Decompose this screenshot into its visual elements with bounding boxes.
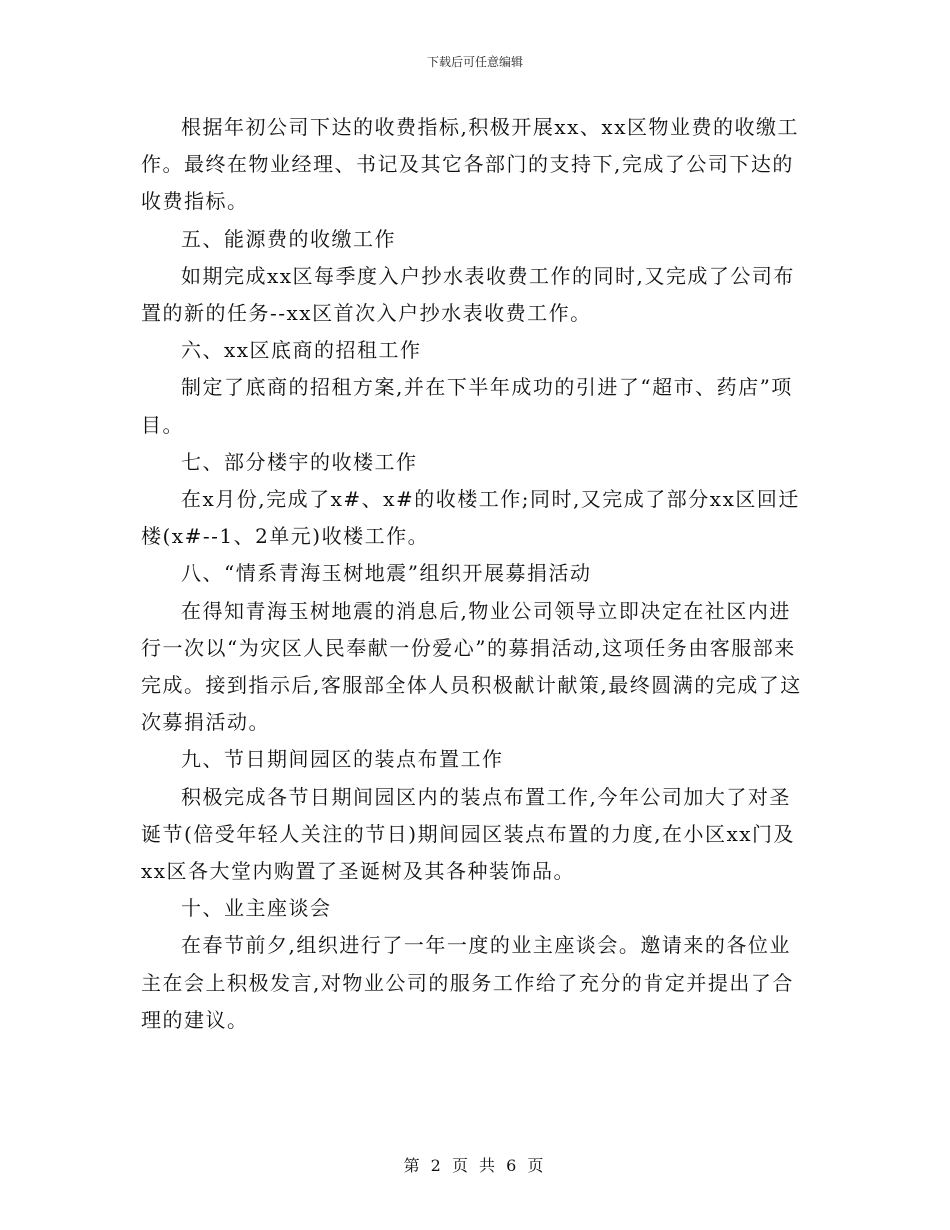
document-body bbox=[141, 109, 809, 1039]
paragraph-shop-leasing: 制定了底商的招租方案,并在下半年成功的引进了“超市、药店”项目。 bbox=[141, 375, 793, 437]
paragraph-energy-fee: 如期完成xx区每季度入户抄水表收费工作的同时,又完成了公司布置的新的任务--xx区首次入户抄水表收费工作。 bbox=[141, 263, 795, 326]
page-header-note: 下载后可任意编辑 bbox=[426, 55, 523, 69]
paragraph-holiday-decoration: 积极完成各节日期间园区内的装点布置工作,今年公司加大了对圣诞节(倍受年轻人关注的节日)期间园区装点布置的力度,在小区xx门及xx区各大堂内购置了圣诞树及其各种装饰品。 bbox=[141, 784, 796, 884]
paragraph-fee-collection: 根据年初公司下达的收费指标,积极开展xx、xx区物业费的收缴工作。最终在物业经理、书记及其它各部门的支持下,完成了公司下达的收费指标。 bbox=[141, 115, 799, 214]
page-number-footer: 第 2 页 共 6 页 bbox=[403, 1156, 547, 1175]
paragraph-donation: 在得知青海玉树地震的消息后,物业公司领导立即决定在社区内进行一次以“为灾区人民奉献一份爱心”的募捐活动,这项任务由客服部来完成。接到指示后,客服部全体人员积极献计献策,最终圆满的完成了这次募捐活动。 bbox=[141, 598, 802, 735]
section-heading-energy-fee: 五、能源费的收缴工作 bbox=[181, 226, 396, 251]
section-heading-donation: 八、“情系青海玉树地震”组织开展募捐活动 bbox=[181, 561, 592, 586]
section-heading-holiday-decoration: 九、节日期间园区的装点布置工作 bbox=[181, 747, 504, 772]
paragraph-building-handover: 在x月份,完成了x#、x#的收楼工作;同时,又完成了部分xx区回迁楼(x#--1、2单元)收楼工作。 bbox=[141, 487, 800, 549]
paragraph-owner-meeting: 在春节前夕,组织进行了一年一度的业主座谈会。邀请来的各位业主在会上积极发言,对物业公司的服务工作给了充分的肯定并提出了合理的建议。 bbox=[141, 933, 794, 1032]
section-heading-owner-meeting: 十、业主座谈会 bbox=[181, 896, 332, 921]
section-heading-building-handover: 七、部分楼宇的收楼工作 bbox=[181, 449, 418, 474]
section-heading-shop-leasing: 六、xx区底商的招租工作 bbox=[181, 338, 422, 363]
